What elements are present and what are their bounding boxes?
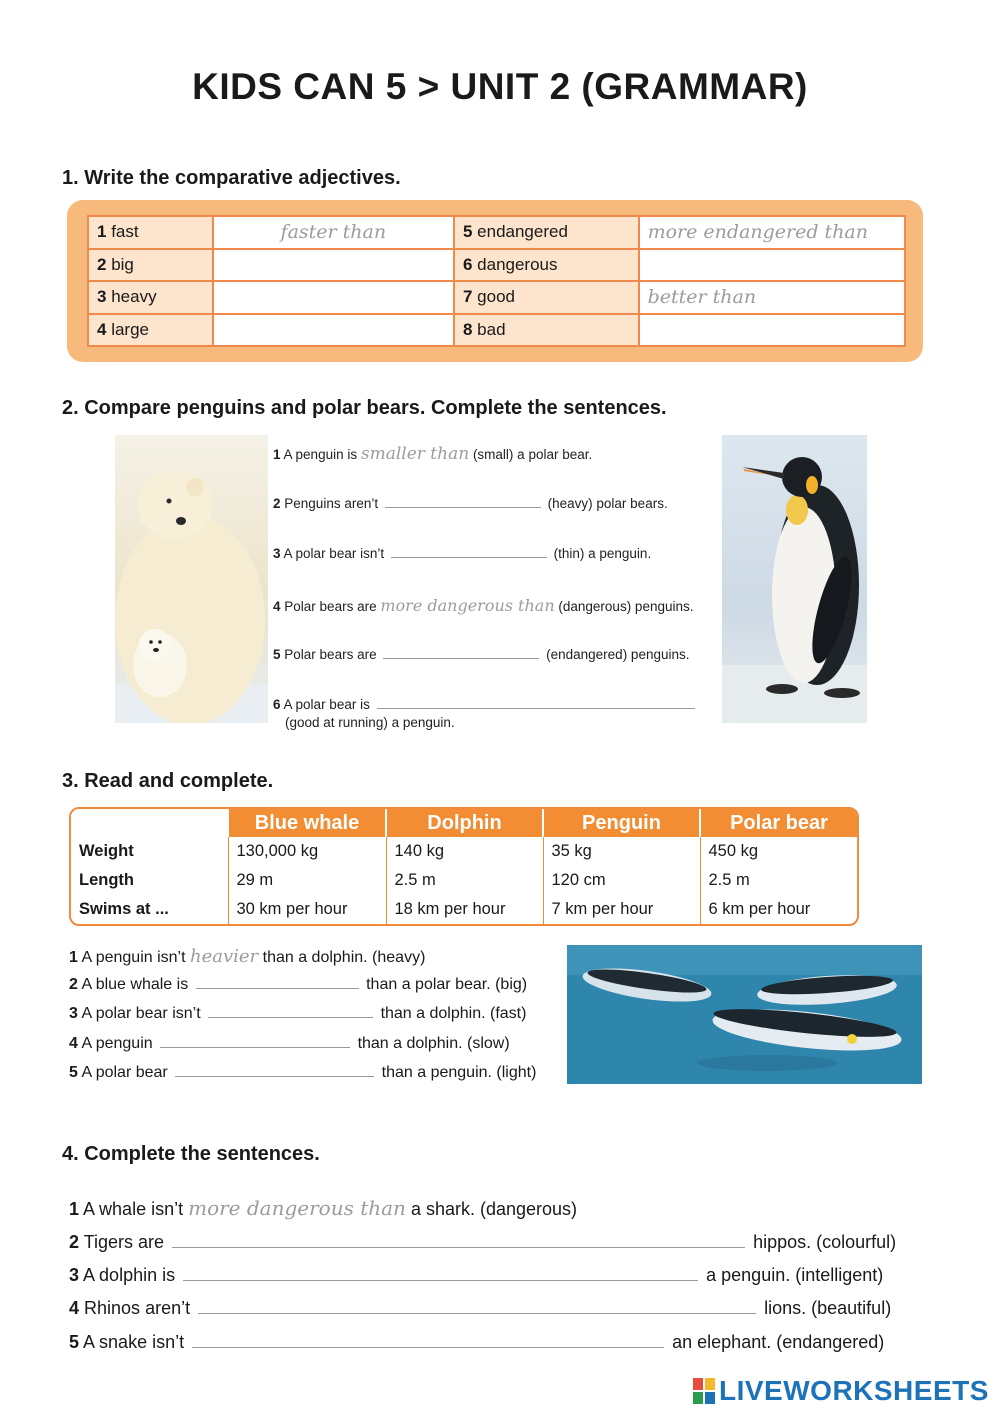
table-row: [88, 281, 905, 314]
s2-sentence-4: 4 Polar bears are more dangerous than (dangerous) penguins.: [273, 596, 694, 615]
answer-field[interactable]: [639, 314, 905, 347]
logo-text: LIVEWORKSHEETS: [719, 1375, 989, 1406]
polar-bear-illustration: [115, 435, 268, 723]
word-cell: 7 good: [454, 281, 639, 314]
answer-field[interactable]: [383, 658, 539, 659]
section2-heading: 2. Compare penguins and polar bears. Complete the sentences.: [62, 397, 667, 419]
comparative-table-panel: [67, 200, 923, 362]
word-cell: 6 dangerous: [454, 249, 639, 282]
s4-sentence-1: 1 A whale isn’t more dangerous than a shark. (dangerous): [69, 1196, 578, 1220]
answer-field[interactable]: smaller than: [360, 444, 470, 464]
s2-sentence-1: 1 A penguin is smaller than (small) a polar bear.: [273, 444, 593, 464]
s3-sentence-5: 5 A polar bear than a penguin. (light): [69, 1064, 537, 1081]
table-cell: 140 kg: [386, 837, 543, 866]
table-row: [71, 895, 857, 924]
page-title: KIDS CAN 5 > UNIT 2 (GRAMMAR): [192, 66, 808, 107]
answer-field[interactable]: [183, 1280, 698, 1281]
swimming-penguins-illustration: [567, 945, 922, 1084]
answer-field[interactable]: [196, 988, 359, 989]
s4-sentence-2: 2 Tigers are hippos. (colourful): [69, 1232, 897, 1252]
column-header: Penguin: [543, 809, 700, 837]
table-cell: 2.5 m: [700, 866, 857, 895]
table-cell: 29 m: [228, 866, 386, 895]
s3-sentence-2: 2 A blue whale is than a polar bear. (big): [69, 976, 528, 993]
section3-heading: 3. Read and complete.: [62, 770, 274, 792]
answer-field[interactable]: better than: [639, 281, 905, 314]
s4-sentence-5: 5 A snake isn’t an elephant. (endangered): [69, 1332, 885, 1352]
comparative-table: [87, 215, 906, 347]
table-header-row: [71, 809, 857, 837]
corner-cell: [71, 809, 228, 837]
table-cell: 18 km per hour: [386, 895, 543, 924]
answer-field[interactable]: [639, 249, 905, 282]
answer-field[interactable]: [160, 1047, 350, 1048]
word-cell: 2 big: [88, 249, 213, 282]
penguin-illustration: [722, 435, 867, 723]
word-cell: 5 endangered: [454, 216, 639, 249]
word-cell: 3 heavy: [88, 281, 213, 314]
answer-field[interactable]: [175, 1076, 374, 1077]
table-cell: 35 kg: [543, 837, 700, 866]
swimming-penguins-image: [567, 945, 922, 1084]
logo-icon: [693, 1378, 715, 1404]
answer-field[interactable]: more dangerous than: [380, 596, 555, 615]
s2-sentence-3: 3 A polar bear isn’t (thin) a penguin.: [273, 546, 652, 561]
table-cell: 120 cm: [543, 866, 700, 895]
column-header: Blue whale: [228, 809, 386, 837]
table-cell: 30 km per hour: [228, 895, 386, 924]
liveworksheets-logo: [693, 1374, 989, 1408]
s2-sentence-2: 2 Penguins aren’t (heavy) polar bears.: [273, 496, 668, 511]
s2-sentence-5: 5 Polar bears are (endangered) penguins.: [273, 647, 690, 662]
penguin-image: [722, 435, 867, 723]
word-cell: 4 large: [88, 314, 213, 347]
answer-field[interactable]: [172, 1247, 745, 1248]
table-row: [88, 216, 905, 249]
column-header: Polar bear: [700, 809, 857, 837]
s2-sentence-6: 6 A polar bear is: [273, 697, 698, 712]
answer-field[interactable]: [391, 557, 547, 558]
s4-sentence-3: 3 A dolphin is a penguin. (intelligent): [69, 1265, 884, 1285]
table-cell: 2.5 m: [386, 866, 543, 895]
s3-sentence-1: 1 A penguin isn’t heavier than a dolphin. (heavy): [69, 946, 426, 967]
answer-field[interactable]: [377, 708, 695, 709]
table-row: [88, 314, 905, 347]
table-row: [71, 837, 857, 866]
answer-field[interactable]: [208, 1017, 373, 1018]
polar-bear-image: [115, 435, 268, 723]
answer-field[interactable]: [213, 314, 454, 347]
table-row: [71, 866, 857, 895]
table-row: [88, 249, 905, 282]
answer-field[interactable]: [213, 249, 454, 282]
answer-field[interactable]: heavier: [190, 946, 259, 967]
answer-field[interactable]: [198, 1313, 756, 1314]
section4-heading: 4. Complete the sentences.: [62, 1143, 320, 1165]
answer-field[interactable]: [213, 281, 454, 314]
table-cell: 7 km per hour: [543, 895, 700, 924]
word-cell: 8 bad: [454, 314, 639, 347]
answer-field[interactable]: [192, 1347, 664, 1348]
answer-field[interactable]: [385, 507, 541, 508]
s4-sentence-4: 4 Rhinos aren’t lions. (beautiful): [69, 1298, 892, 1318]
section1-heading: 1. Write the comparative adjectives.: [62, 167, 401, 189]
answer-field[interactable]: more endangered than: [639, 216, 905, 249]
table-cell: 450 kg: [700, 837, 857, 866]
animal-facts-table: [69, 807, 859, 926]
row-header: Weight: [79, 842, 134, 860]
word-cell: 1 fast: [88, 216, 213, 249]
table-cell: 130,000 kg: [228, 837, 386, 866]
column-header: Dolphin: [386, 809, 543, 837]
answer-field[interactable]: more dangerous than: [188, 1196, 406, 1220]
row-header: Swims at ...: [79, 900, 169, 918]
table-cell: 6 km per hour: [700, 895, 857, 924]
s3-sentence-4: 4 A penguin than a dolphin. (slow): [69, 1035, 510, 1052]
row-header: Length: [79, 871, 134, 889]
s3-sentence-3: 3 A polar bear isn’t than a dolphin. (fast): [69, 1005, 527, 1022]
s2-sentence-6-cont: (good at running) a penguin.: [285, 715, 455, 730]
answer-field[interactable]: faster than: [213, 216, 454, 249]
